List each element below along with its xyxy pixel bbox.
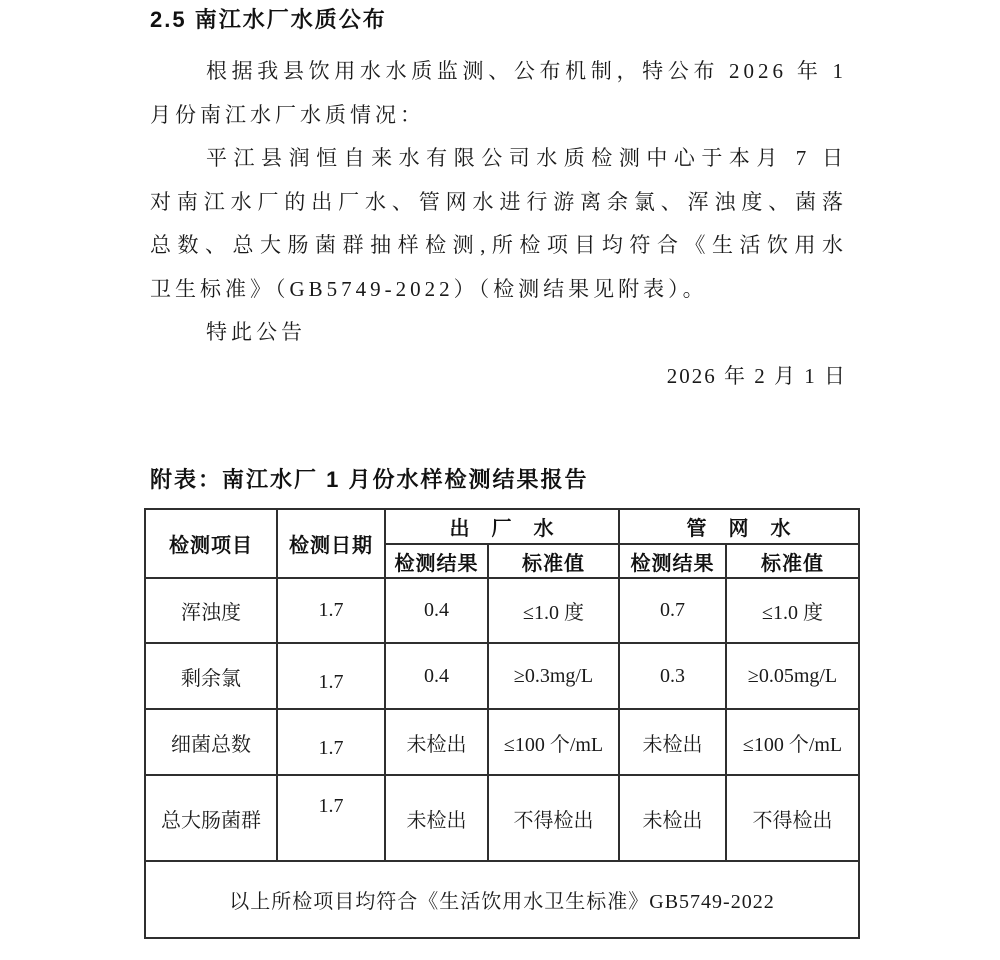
body-line: 特此公告 — [206, 320, 306, 344]
table-row — [145, 775, 859, 861]
cell-factory-standard: ≤1.0 度 — [488, 578, 619, 643]
body-paragraphs — [150, 50, 847, 355]
body-line: 卫生标准》（GB5749-2022）（检测结果见附表）。 — [150, 276, 708, 301]
table-row — [145, 643, 859, 709]
table-row — [145, 709, 859, 775]
body-line: 总数、总大肠菌群抽样检测,所检项目均符合《生活饮用水 — [150, 233, 847, 257]
cell-factory-result: 0.4 — [385, 578, 488, 643]
table-header — [145, 509, 859, 578]
cell-pipe-result: 未检出 — [619, 709, 726, 775]
announcement-body — [150, 50, 847, 398]
cell-factory-standard: 不得检出 — [488, 775, 619, 861]
body-line: 对南江水厂的出厂水、管网水进行游离余氯、浑浊度、菌落 — [150, 189, 847, 214]
section-title: 2.5 南江水厂水质公布 — [150, 7, 387, 32]
col-header-pipe-result: 检测结果 — [619, 544, 726, 578]
col-header-factory-standard: 标准值 — [488, 544, 619, 578]
table-footer — [145, 861, 859, 938]
cell-pipe-standard: ≥0.05mg/L — [726, 643, 859, 709]
cell-pipe-standard: ≤1.0 度 — [726, 578, 859, 643]
cell-date: 1.7 — [277, 643, 385, 709]
col-header-pipe-standard: 标准值 — [726, 544, 859, 578]
col-header-factory-result: 检测结果 — [385, 544, 488, 578]
cell-factory-standard: ≥0.3mg/L — [488, 643, 619, 709]
footer-note: 以上所检项目均符合《生活饮用水卫生标准》GB5749-2022 — [145, 861, 859, 938]
cell-date: 1.7 — [277, 578, 385, 643]
col-header-factory-water: 出 厂 水 — [385, 509, 619, 544]
col-header-date: 检测日期 — [277, 509, 385, 578]
cell-item: 总大肠菌群 — [145, 775, 277, 861]
cell-pipe-standard: 不得检出 — [726, 775, 859, 861]
col-header-pipe-water: 管 网 水 — [619, 509, 859, 544]
table-row — [145, 578, 859, 643]
cell-factory-result: 未检出 — [385, 775, 488, 861]
body-line: 平江县润恒自来水有限公司水质检测中心于本月 7 日 — [206, 146, 847, 170]
table-body — [145, 578, 859, 861]
body-line: 月份南江水厂水质情况： — [150, 102, 425, 127]
cell-pipe-result: 0.7 — [619, 578, 726, 643]
cell-pipe-result: 0.3 — [619, 643, 726, 709]
appendix-title: 附表：南江水厂 1 月份水样检测结果报告 — [150, 467, 589, 492]
cell-factory-result: 未检出 — [385, 709, 488, 775]
cell-date: 1.7 — [277, 775, 385, 861]
cell-pipe-standard: ≤100 个/mL — [726, 709, 859, 775]
cell-date: 1.7 — [277, 709, 385, 775]
cell-item: 细菌总数 — [145, 709, 277, 775]
cell-pipe-result: 未检出 — [619, 775, 726, 861]
date-line: 2026 年 2 月 1 日 — [666, 363, 847, 388]
body-line: 根据我县饮用水水质监测、公布机制，特公布 2026 年 1 — [206, 59, 847, 83]
cell-item: 剩余氯 — [145, 643, 277, 709]
cell-factory-standard: ≤100 个/mL — [488, 709, 619, 775]
cell-factory-result: 0.4 — [385, 643, 488, 709]
cell-item: 浑浊度 — [145, 578, 277, 643]
col-header-item: 检测项目 — [145, 509, 277, 578]
results-table — [144, 508, 860, 939]
document-content — [150, 8, 847, 939]
